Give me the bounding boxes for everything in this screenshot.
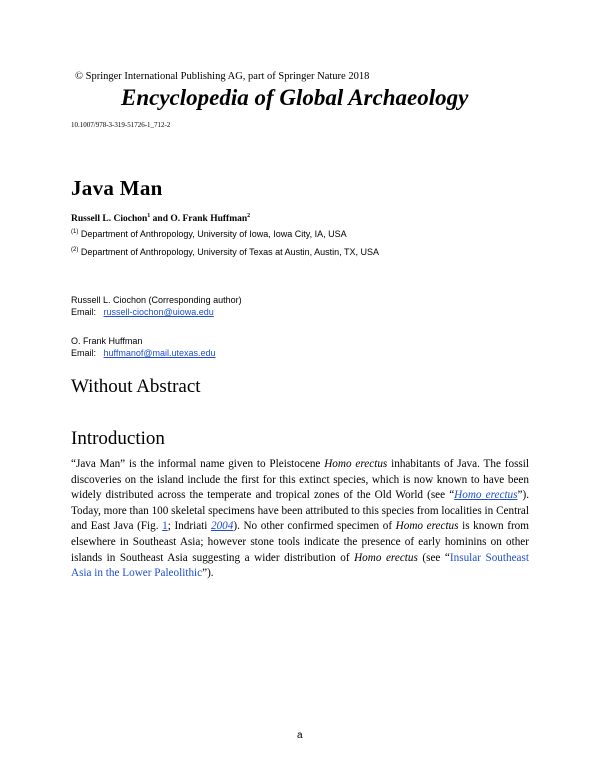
intro-text-1: “Java Man” is the informal name given to Pleistocene — [71, 458, 325, 470]
figure-1-link[interactable]: 1 — [162, 520, 168, 533]
contact-2-email-link[interactable]: huffmanof@mail.utexas.edu — [103, 348, 216, 358]
contact-2-email-label: Email: — [71, 348, 97, 358]
insular-southeast-asia-entry-link[interactable]: Insular Southeast Asia in the Lower Paleolithic — [71, 551, 529, 580]
affiliation-1-number: (1) — [71, 229, 79, 235]
species-name: Homo erectus — [324, 458, 388, 470]
author-line — [71, 214, 250, 224]
article-title: Java Man — [71, 176, 163, 200]
contact-2-email-row — [71, 348, 216, 358]
citation-indriati-2004-link[interactable]: 2004 — [210, 520, 234, 533]
affiliation-2 — [71, 247, 379, 257]
contact-1-email-link[interactable]: russell-ciochon@uiowa.edu — [103, 307, 214, 317]
page-mark: a — [297, 730, 303, 741]
contact-1-name: Russell L. Ciochon (Corresponding author) — [71, 295, 242, 305]
author-2: O. Frank Huffman — [170, 214, 248, 224]
intro-text-3: ”). Today, more than 100 skeletal specimens have been attributed to this species from localities in Central and East Java (Fig. — [71, 489, 529, 533]
affiliation-2-number: (2) — [71, 247, 79, 253]
author-1-affil-marker: 1 — [147, 212, 151, 219]
author-1: Russell L. Ciochon — [71, 214, 148, 224]
affiliation-1 — [71, 229, 347, 239]
contact-1-email-row — [71, 307, 214, 317]
species-name: Homo erectus — [354, 551, 418, 564]
introduction-heading: Introduction — [71, 428, 165, 449]
author-and: and — [152, 214, 168, 224]
author-2-affil-marker: 2 — [247, 212, 251, 219]
copyright-notice: © Springer International Publishing AG, part of Springer Nature 2018 — [75, 71, 370, 82]
contact-2-name: O. Frank Huffman — [71, 336, 143, 346]
intro-text-2: inhabitants of Java. The fossil discoveries on the island include the first for this extinct species, which is now known to have been widely distributed across the temperate and tropical zones of the Old World (see “ — [71, 458, 529, 502]
abstract-heading: Without Abstract — [71, 376, 201, 397]
affiliation-2-text: Department of Anthropology, University of Texas at Austin, Austin, TX, USA — [80, 247, 380, 257]
intro-text-5: ). No other confirmed specimen of — [233, 520, 396, 533]
intro-text-7: (see “ — [417, 551, 450, 564]
intro-text-4: ; Indriati — [167, 520, 211, 533]
affiliation-1-text: Department of Anthropology, University of Iowa, Iowa City, IA, USA — [80, 229, 347, 239]
homo-erectus-entry-link[interactable]: Homo erectus — [454, 489, 518, 502]
species-name: Homo erectus — [395, 520, 459, 533]
intro-text-6: is known from elsewhere in Southeast Asia; however stone tools indicate the presence of early hominins on other islands in Southeast Asia suggesting a wider distribution of — [71, 520, 529, 564]
contact-1-email-label: Email: — [71, 307, 97, 317]
journal-title: Encyclopedia of Global Archaeology — [121, 85, 469, 110]
introduction-paragraph — [71, 457, 529, 582]
doi: 10.1007/978-3-319-51726-1_712-2 — [71, 121, 171, 129]
intro-text-8: ”). — [202, 567, 214, 580]
